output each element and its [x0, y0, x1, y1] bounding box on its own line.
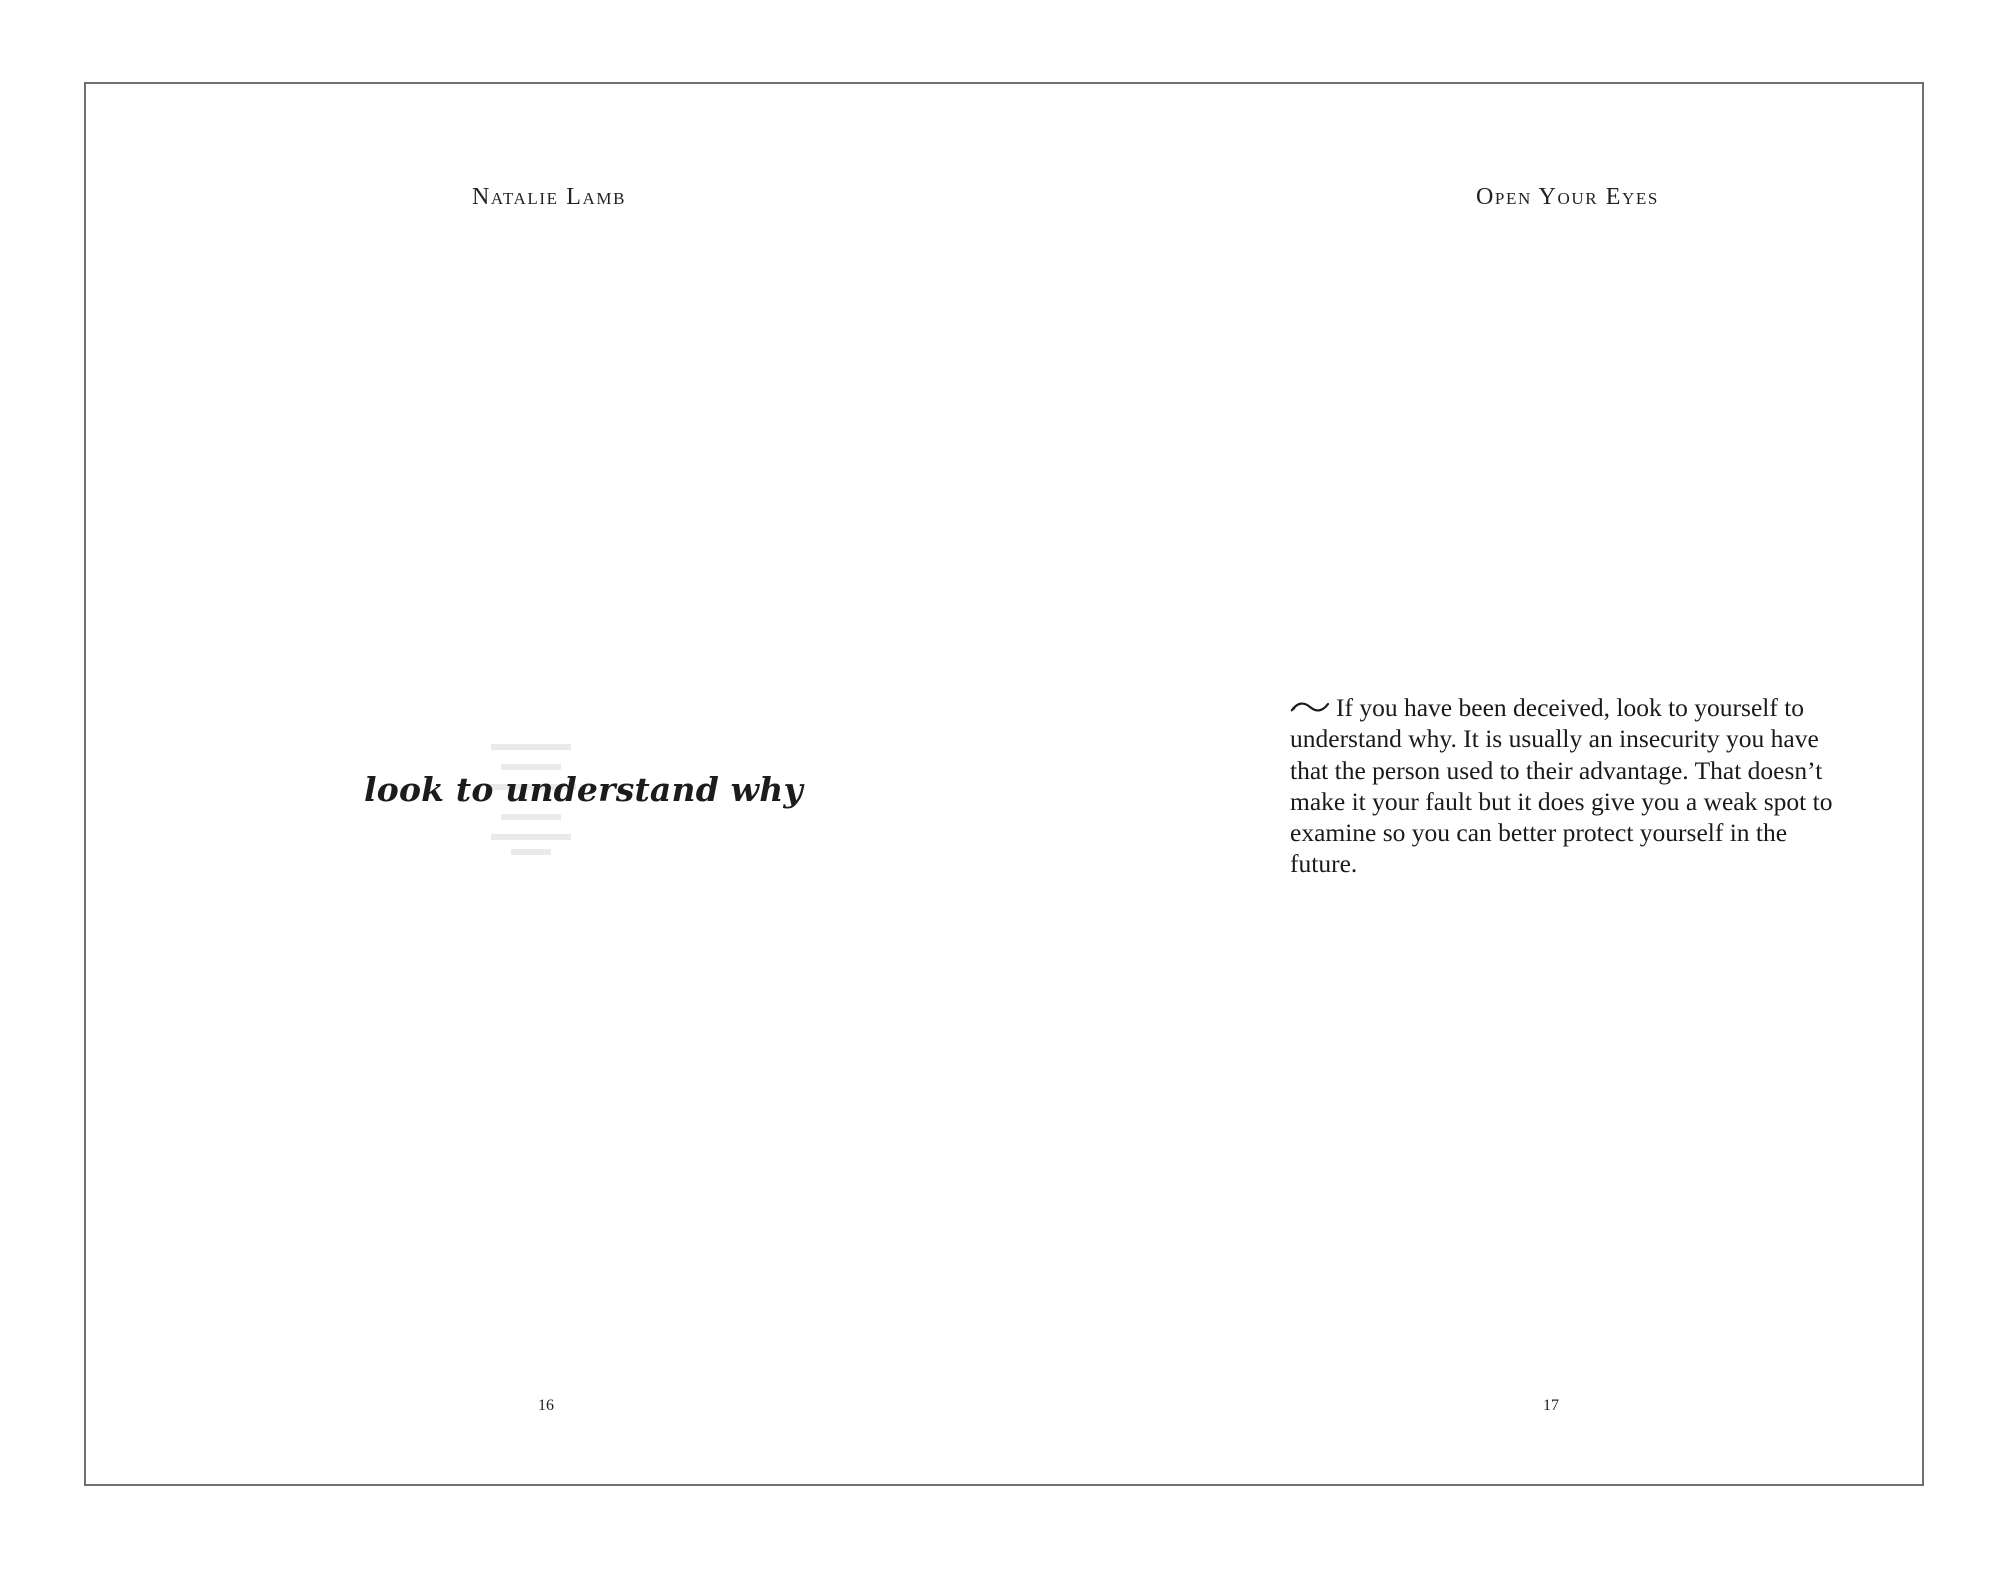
left-page — [86, 84, 1006, 1484]
pull-quote: look to understand why — [364, 770, 803, 809]
author-running-head: Natalie Lamb — [472, 184, 627, 210]
body-paragraph — [1290, 692, 1850, 880]
page-number-right: 17 — [1543, 1397, 1559, 1414]
swash-ornament-icon — [1290, 700, 1330, 714]
body-paragraph-text: If you have been deceived, look to yourself to understand why. It is usually an insecurity you have that the person used to their advantage. That doesn’t make it your fault but it does give you a weak spot to examine so you can better protect yourself in the future. — [1290, 693, 1833, 879]
book-spread — [84, 82, 1924, 1486]
page-number-left: 16 — [538, 1397, 554, 1414]
right-page — [1006, 84, 1926, 1484]
title-running-head: Open Your Eyes — [1476, 184, 1659, 210]
